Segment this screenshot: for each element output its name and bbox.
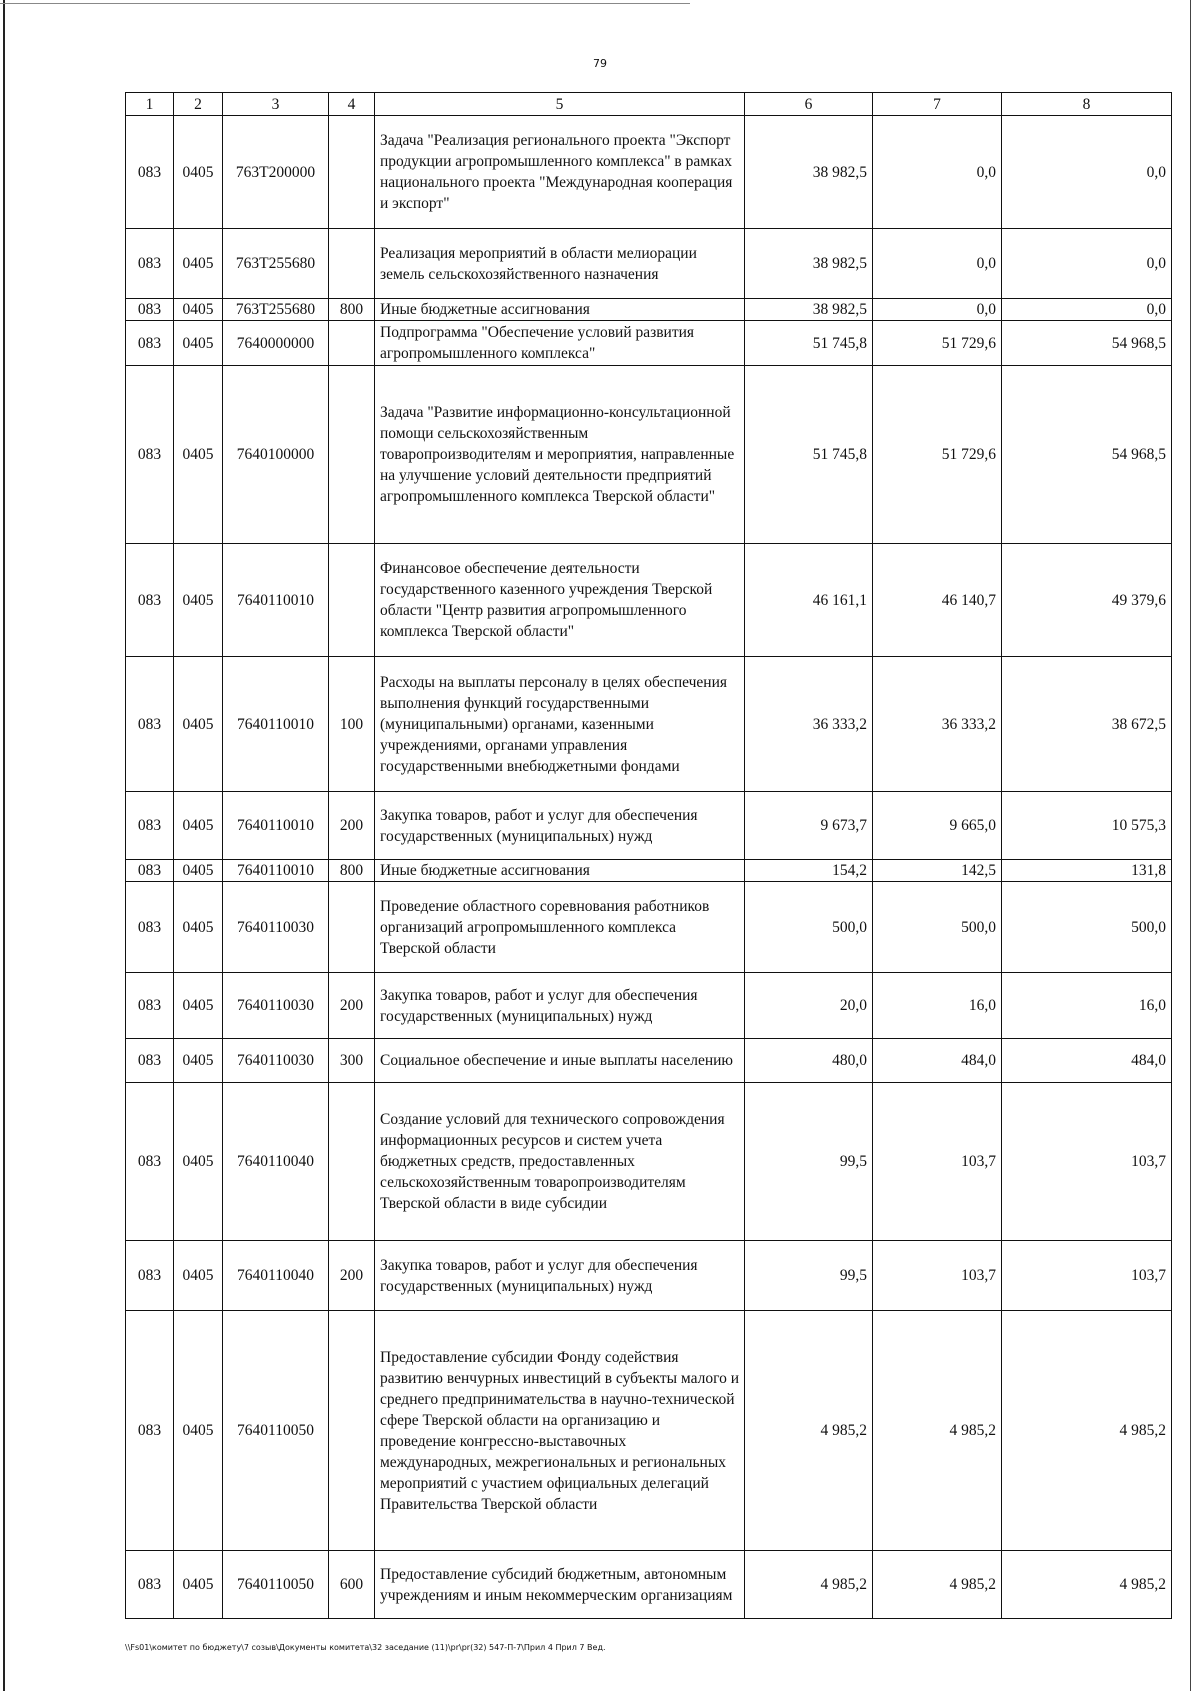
amount-col-6: 99,5 xyxy=(745,1241,873,1311)
table-row xyxy=(126,321,1172,366)
section-code: 0405 xyxy=(174,860,223,882)
section-code: 0405 xyxy=(174,1083,223,1241)
column-header: 8 xyxy=(1002,93,1172,116)
section-code: 0405 xyxy=(174,882,223,973)
section-code: 0405 xyxy=(174,792,223,860)
table-row xyxy=(126,299,1172,321)
amount-col-6: 4 985,2 xyxy=(745,1551,873,1619)
target-article-code: 763T255680 xyxy=(223,229,329,299)
target-article-code: 7640110010 xyxy=(223,792,329,860)
table-row xyxy=(126,882,1172,973)
amount-col-8: 131,8 xyxy=(1002,860,1172,882)
expense-type-code: 200 xyxy=(329,792,375,860)
amount-col-7: 0,0 xyxy=(873,229,1002,299)
amount-col-7: 142,5 xyxy=(873,860,1002,882)
table-row xyxy=(126,860,1172,882)
column-header: 1 xyxy=(126,93,174,116)
table-row xyxy=(126,544,1172,657)
item-description: Реализация мероприятий в области мелиорации земель сельскохозяйственного назначения xyxy=(375,229,745,299)
amount-col-8: 16,0 xyxy=(1002,973,1172,1039)
amount-col-7: 46 140,7 xyxy=(873,544,1002,657)
table-row xyxy=(126,229,1172,299)
target-article-code: 7640000000 xyxy=(223,321,329,366)
ministry-code: 083 xyxy=(126,229,174,299)
item-description: Закупка товаров, работ и услуг для обеспечения государственных (муниципальных) нужд xyxy=(375,792,745,860)
amount-col-6: 38 982,5 xyxy=(745,116,873,229)
expense-type-code xyxy=(329,544,375,657)
column-number-row xyxy=(126,93,1172,116)
target-article-code: 7640110030 xyxy=(223,1039,329,1083)
amount-col-8: 0,0 xyxy=(1002,116,1172,229)
item-description: Иные бюджетные ассигнования xyxy=(375,299,745,321)
item-description: Закупка товаров, работ и услуг для обеспечения государственных (муниципальных) нужд xyxy=(375,973,745,1039)
amount-col-7: 103,7 xyxy=(873,1083,1002,1241)
amount-col-6: 500,0 xyxy=(745,882,873,973)
amount-col-7: 103,7 xyxy=(873,1241,1002,1311)
expense-type-code: 600 xyxy=(329,1551,375,1619)
ministry-code: 083 xyxy=(126,1039,174,1083)
amount-col-8: 500,0 xyxy=(1002,882,1172,973)
amount-col-6: 9 673,7 xyxy=(745,792,873,860)
ministry-code: 083 xyxy=(126,1551,174,1619)
section-code: 0405 xyxy=(174,366,223,544)
amount-col-7: 51 729,6 xyxy=(873,321,1002,366)
ministry-code: 083 xyxy=(126,792,174,860)
amount-col-7: 0,0 xyxy=(873,299,1002,321)
amount-col-6: 46 161,1 xyxy=(745,544,873,657)
expense-type-code: 300 xyxy=(329,1039,375,1083)
table-row xyxy=(126,792,1172,860)
table-row xyxy=(126,1241,1172,1311)
amount-col-8: 54 968,5 xyxy=(1002,321,1172,366)
section-code: 0405 xyxy=(174,1311,223,1551)
amount-col-6: 154,2 xyxy=(745,860,873,882)
expense-type-code: 800 xyxy=(329,860,375,882)
target-article-code: 763T255680 xyxy=(223,299,329,321)
table-row xyxy=(126,973,1172,1039)
ministry-code: 083 xyxy=(126,860,174,882)
section-code: 0405 xyxy=(174,1551,223,1619)
amount-col-6: 38 982,5 xyxy=(745,229,873,299)
amount-col-8: 4 985,2 xyxy=(1002,1311,1172,1551)
ministry-code: 083 xyxy=(126,1311,174,1551)
file-path-footer: \\Fs01\комитет по бюджету\7 созыв\Документы комитета\32 заседание (11)\pr\pr(32) 547-П-7\Прил 4 Прил 7 Вед. xyxy=(125,1643,606,1652)
ministry-code: 083 xyxy=(126,544,174,657)
amount-col-8: 103,7 xyxy=(1002,1241,1172,1311)
expense-type-code xyxy=(329,366,375,544)
ministry-code: 083 xyxy=(126,366,174,544)
target-article-code: 7640110030 xyxy=(223,882,329,973)
column-header: 2 xyxy=(174,93,223,116)
amount-col-7: 9 665,0 xyxy=(873,792,1002,860)
column-header: 7 xyxy=(873,93,1002,116)
amount-col-6: 4 985,2 xyxy=(745,1311,873,1551)
section-code: 0405 xyxy=(174,229,223,299)
amount-col-6: 480,0 xyxy=(745,1039,873,1083)
amount-col-6: 36 333,2 xyxy=(745,657,873,792)
table-row xyxy=(126,1311,1172,1551)
amount-col-6: 99,5 xyxy=(745,1083,873,1241)
amount-col-8: 103,7 xyxy=(1002,1083,1172,1241)
scan-edge-left xyxy=(3,0,5,1691)
scan-edge-right xyxy=(1190,0,1191,1691)
amount-col-7: 51 729,6 xyxy=(873,366,1002,544)
column-header: 6 xyxy=(745,93,873,116)
amount-col-7: 4 985,2 xyxy=(873,1551,1002,1619)
expense-type-code xyxy=(329,321,375,366)
ministry-code: 083 xyxy=(126,1241,174,1311)
amount-col-8: 38 672,5 xyxy=(1002,657,1172,792)
section-code: 0405 xyxy=(174,1241,223,1311)
expense-type-code xyxy=(329,116,375,229)
target-article-code: 7640110050 xyxy=(223,1551,329,1619)
ministry-code: 083 xyxy=(126,657,174,792)
expense-type-code: 200 xyxy=(329,973,375,1039)
item-description: Проведение областного соревнования работников организаций агропромышленного комплекса Тверской области xyxy=(375,882,745,973)
ministry-code: 083 xyxy=(126,882,174,973)
amount-col-8: 484,0 xyxy=(1002,1039,1172,1083)
target-article-code: 7640110010 xyxy=(223,657,329,792)
expense-type-code xyxy=(329,1311,375,1551)
expense-type-code xyxy=(329,229,375,299)
ministry-code: 083 xyxy=(126,321,174,366)
ministry-code: 083 xyxy=(126,973,174,1039)
amount-col-8: 0,0 xyxy=(1002,299,1172,321)
amount-col-6: 38 982,5 xyxy=(745,299,873,321)
item-description: Задача "Реализация регионального проекта "Экспорт продукции агропромышленного комплекса" в рамках национального проекта "Международная кооперация и экспорт" xyxy=(375,116,745,229)
amount-col-7: 500,0 xyxy=(873,882,1002,973)
expense-type-code xyxy=(329,1083,375,1241)
target-article-code: 7640110010 xyxy=(223,860,329,882)
target-article-code: 7640110040 xyxy=(223,1083,329,1241)
section-code: 0405 xyxy=(174,116,223,229)
table-row xyxy=(126,1551,1172,1619)
ministry-code: 083 xyxy=(126,1083,174,1241)
item-description: Закупка товаров, работ и услуг для обеспечения государственных (муниципальных) нужд xyxy=(375,1241,745,1311)
column-header: 3 xyxy=(223,93,329,116)
ministry-code: 083 xyxy=(126,116,174,229)
amount-col-7: 0,0 xyxy=(873,116,1002,229)
amount-col-7: 4 985,2 xyxy=(873,1311,1002,1551)
budget-table xyxy=(125,92,1172,1619)
item-description: Иные бюджетные ассигнования xyxy=(375,860,745,882)
item-description: Расходы на выплаты персоналу в целях обеспечения выполнения функций государственными (муниципальными) органами, казенными учреждениями, органами управления государственными внебюджетными фондами xyxy=(375,657,745,792)
item-description: Финансовое обеспечение деятельности государственного казенного учреждения Тверской области "Центр развития агропромышленного комплекса Тверской области" xyxy=(375,544,745,657)
expense-type-code: 800 xyxy=(329,299,375,321)
table-row xyxy=(126,1083,1172,1241)
column-header: 4 xyxy=(329,93,375,116)
amount-col-7: 484,0 xyxy=(873,1039,1002,1083)
item-description: Задача "Развитие информационно-консультационной помощи сельскохозяйственным товаропроизводителям и мероприятия, направленные на улучшение условий деятельности предприятий агропромышленного комплекса Тверской области" xyxy=(375,366,745,544)
expense-type-code: 100 xyxy=(329,657,375,792)
section-code: 0405 xyxy=(174,321,223,366)
amount-col-6: 51 745,8 xyxy=(745,366,873,544)
expense-type-code: 200 xyxy=(329,1241,375,1311)
section-code: 0405 xyxy=(174,299,223,321)
scan-edge-top xyxy=(0,3,690,4)
item-description: Создание условий для технического сопровождения информационных ресурсов и систем учета бюджетных средств, предоставленных сельскохозяйственным товаропроизводителям Тверской области в виде субсидии xyxy=(375,1083,745,1241)
page-number: 79 xyxy=(593,57,607,70)
section-code: 0405 xyxy=(174,1039,223,1083)
table-row xyxy=(126,366,1172,544)
target-article-code: 7640110040 xyxy=(223,1241,329,1311)
target-article-code: 7640110030 xyxy=(223,973,329,1039)
item-description: Предоставление субсидий бюджетным, автономным учреждениям и иным некоммерческим организациям xyxy=(375,1551,745,1619)
column-header: 5 xyxy=(375,93,745,116)
amount-col-7: 16,0 xyxy=(873,973,1002,1039)
ministry-code: 083 xyxy=(126,299,174,321)
expense-type-code xyxy=(329,882,375,973)
amount-col-8: 10 575,3 xyxy=(1002,792,1172,860)
table-row xyxy=(126,1039,1172,1083)
item-description: Предоставление субсидии Фонду содействия развитию венчурных инвестиций в субъекты малого и среднего предпринимательства в научно-технической сфере Тверской области на организацию и проведение конгрессно-выставочных международных, межрегиональных и региональных мероприятий с участием официальных делегаций Правительства Тверской области xyxy=(375,1311,745,1551)
target-article-code: 7640110050 xyxy=(223,1311,329,1551)
target-article-code: 7640100000 xyxy=(223,366,329,544)
target-article-code: 763T200000 xyxy=(223,116,329,229)
table-row xyxy=(126,657,1172,792)
amount-col-8: 49 379,6 xyxy=(1002,544,1172,657)
section-code: 0405 xyxy=(174,973,223,1039)
target-article-code: 7640110010 xyxy=(223,544,329,657)
section-code: 0405 xyxy=(174,544,223,657)
section-code: 0405 xyxy=(174,657,223,792)
amount-col-6: 51 745,8 xyxy=(745,321,873,366)
amount-col-8: 0,0 xyxy=(1002,229,1172,299)
amount-col-7: 36 333,2 xyxy=(873,657,1002,792)
amount-col-8: 4 985,2 xyxy=(1002,1551,1172,1619)
table-row xyxy=(126,116,1172,229)
amount-col-6: 20,0 xyxy=(745,973,873,1039)
amount-col-8: 54 968,5 xyxy=(1002,366,1172,544)
item-description: Социальное обеспечение и иные выплаты населению xyxy=(375,1039,745,1083)
item-description: Подпрограмма "Обеспечение условий развития агропромышленного комплекса" xyxy=(375,321,745,366)
